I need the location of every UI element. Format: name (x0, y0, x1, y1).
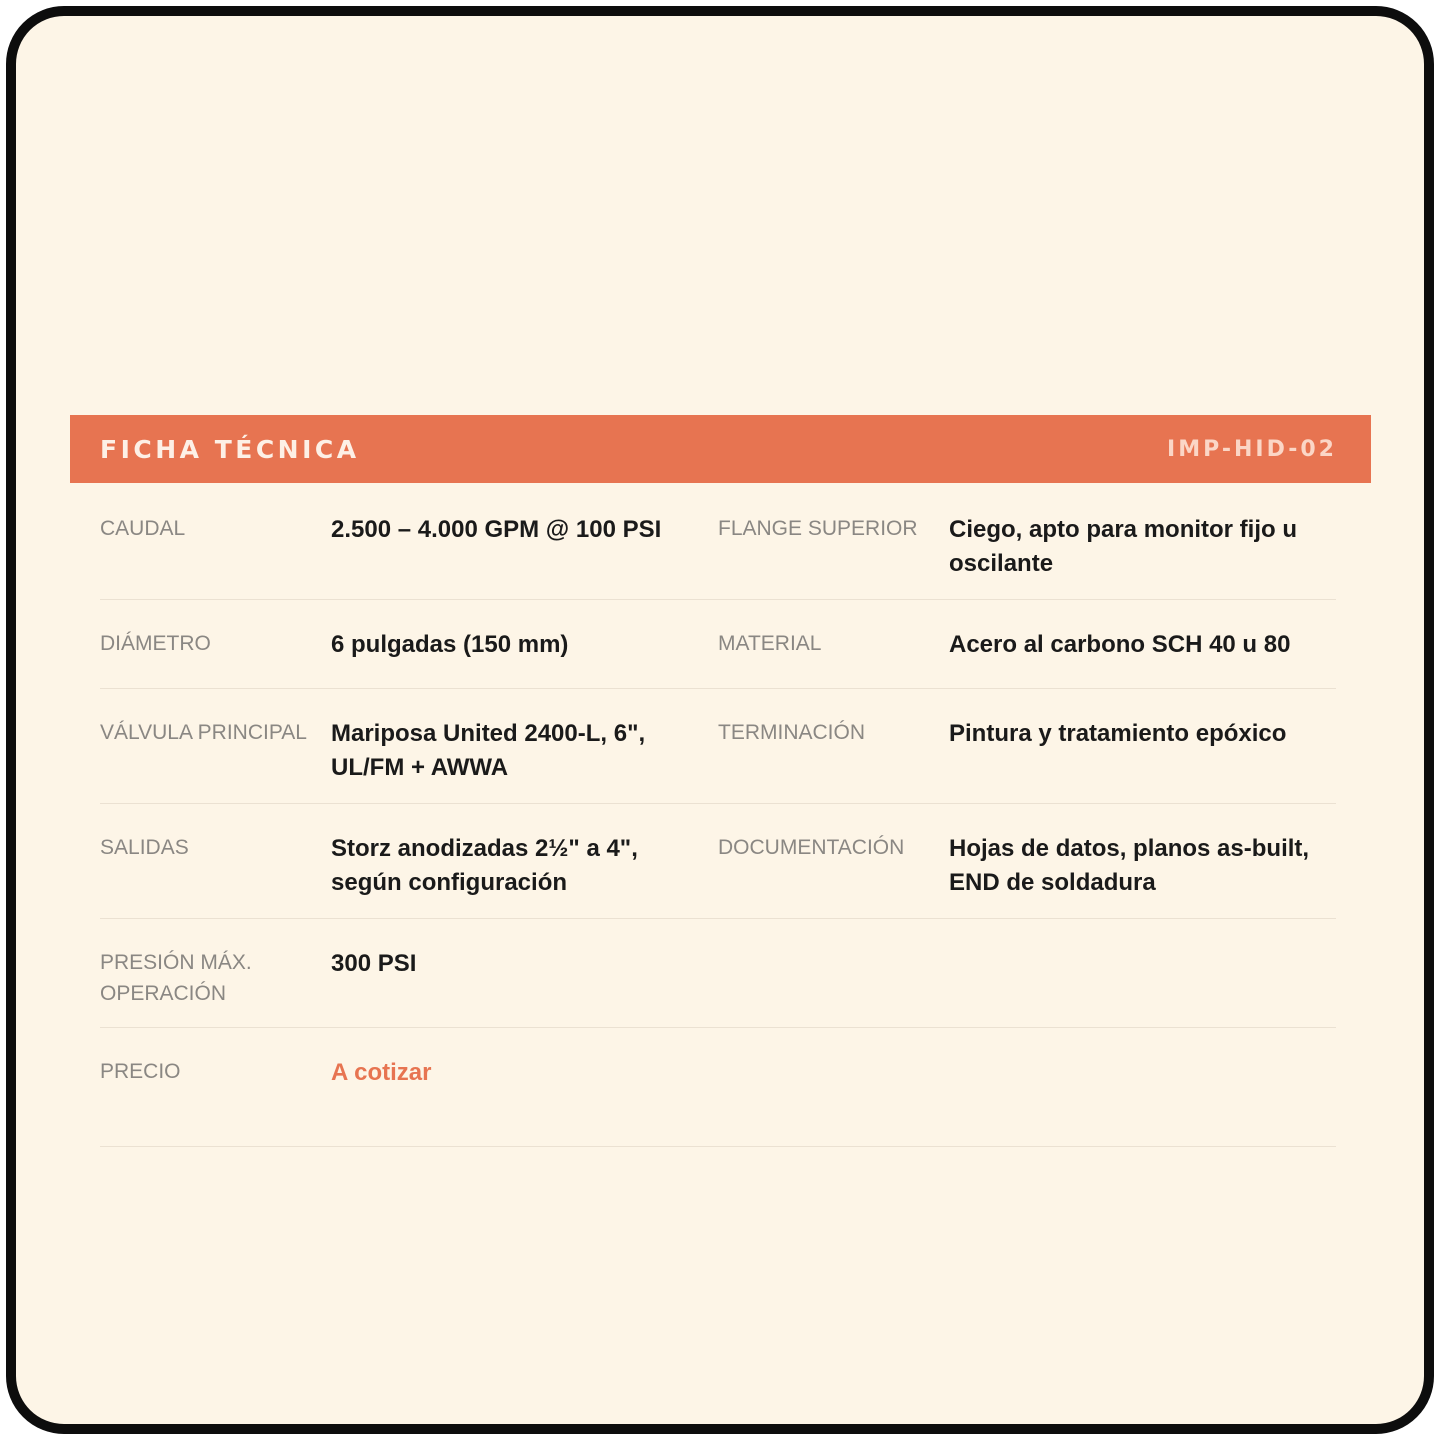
spec-value-salidas: Storz anodizadas 2½" a 4", según configuración (331, 804, 718, 919)
spec-sheet-header (70, 415, 1371, 483)
empty-cell (949, 1028, 1336, 1147)
spec-label-precio: PRECIO (100, 1028, 331, 1147)
spec-value-diametro: 6 pulgadas (150 mm) (331, 600, 718, 689)
spec-label-salidas: SALIDAS (100, 804, 331, 919)
spec-label-documentacion: DOCUMENTACIÓN (718, 804, 949, 919)
spec-label-caudal: CAUDAL (100, 483, 331, 600)
spec-label-presion-max: PRESIÓN MÁX. OPERACIÓN (100, 919, 331, 1028)
spec-value-precio: A cotizar (331, 1028, 718, 1147)
spec-value-valvula-principal: Mariposa United 2400-L, 6", UL/FM + AWWA (331, 689, 718, 804)
empty-cell (949, 919, 1336, 1028)
spec-value-documentacion: Hojas de datos, planos as-built, END de soldadura (949, 804, 1336, 919)
spec-table (100, 483, 1336, 1147)
card-frame (6, 6, 1434, 1434)
spec-value-presion-max: 300 PSI (331, 919, 718, 1028)
spec-label-valvula-principal: VÁLVULA PRINCIPAL (100, 689, 331, 804)
spec-label-flange-superior: FLANGE SUPERIOR (718, 483, 949, 600)
empty-cell (718, 1028, 949, 1147)
spec-value-material: Acero al carbono SCH 40 u 80 (949, 600, 1336, 689)
spec-label-material: MATERIAL (718, 600, 949, 689)
product-code: IMP-HID-02 (1167, 436, 1337, 462)
spec-value-caudal: 2.500 – 4.000 GPM @ 100 PSI (331, 483, 718, 600)
spec-label-diametro: DIÁMETRO (100, 600, 331, 689)
spec-value-flange-superior: Ciego, apto para monitor fijo u oscilante (949, 483, 1336, 600)
empty-cell (718, 919, 949, 1028)
spec-sheet-title: FICHA TÉCNICA (100, 434, 360, 464)
spec-sheet (70, 415, 1371, 1147)
spec-label-terminacion: TERMINACIÓN (718, 689, 949, 804)
spec-value-terminacion: Pintura y tratamiento epóxico (949, 689, 1336, 804)
